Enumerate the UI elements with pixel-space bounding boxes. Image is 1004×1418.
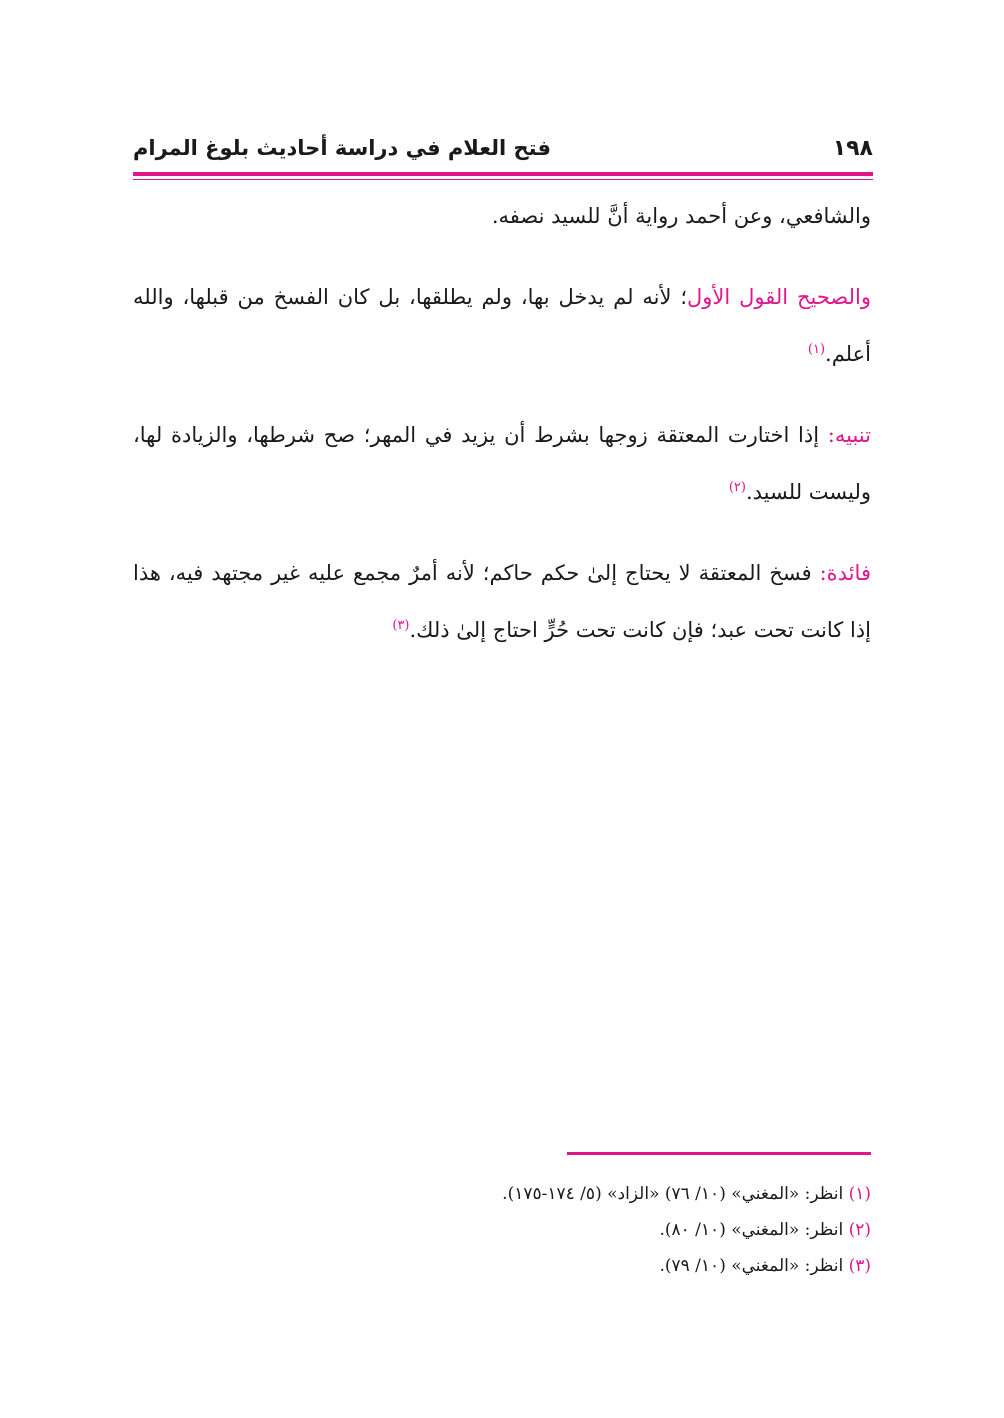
footnote-text: انظر: «المغني» (١٠/ ٧٦) «الزاد» (٥/ ١٧٤-١٧٥). — [502, 1184, 844, 1204]
paragraph-text: فسخ المعتقة لا يحتاج إلىٰ حكم حاكم؛ لأنه أمرٌ مجمع عليه غير مجتهد فيه، هذا إذا كانت تحت عبد؛ فإن كانت تحت حُرٍّ احتاج إلىٰ ذلك. — [133, 561, 871, 642]
footnote-marker[interactable]: (١) — [807, 342, 826, 357]
paragraph — [133, 269, 871, 383]
paragraph — [133, 407, 871, 521]
footnotes — [133, 1176, 871, 1284]
paragraph-highlight: تنبيه: — [827, 423, 871, 447]
footnote — [133, 1212, 871, 1248]
footnote-marker[interactable]: (٢) — [728, 480, 746, 495]
footnote-number: (٢) — [848, 1220, 871, 1240]
paragraph — [133, 545, 871, 659]
footnote-number: (٣) — [848, 1256, 871, 1276]
footnote-text: انظر: «المغني» (١٠/ ٧٩). — [659, 1256, 844, 1276]
footnote-separator — [567, 1152, 871, 1155]
footnote — [133, 1248, 871, 1284]
paragraph-text: ؛ لأنه لم يدخل بها، ولم يطلقها، بل كان الفسخ من قبلها، والله أعلم. — [133, 285, 871, 366]
footnote-marker[interactable]: (٣) — [392, 618, 410, 633]
paragraph — [133, 188, 871, 245]
paragraph-highlight: فائدة: — [819, 561, 871, 585]
paragraph-text: إذا اختارت المعتقة زوجها بشرط أن يزيد في المهر؛ صح شرطها، والزيادة لها، وليست للسيد. — [133, 423, 871, 504]
paragraph-text: والشافعي، وعن أحمد رواية أنَّ للسيد نصفه. — [491, 204, 871, 228]
header-rule-thin — [133, 179, 873, 180]
main-text — [133, 188, 871, 683]
footnote-text: انظر: «المغني» (١٠/ ٨٠). — [659, 1220, 844, 1240]
footnote — [133, 1176, 871, 1212]
book-title: فتح العلام في دراسة أحاديث بلوغ المرام — [133, 136, 551, 160]
footnote-number: (١) — [848, 1184, 871, 1204]
header-rule — [133, 172, 873, 176]
paragraph-highlight: والصحيح القول الأول — [687, 285, 872, 309]
page-number: ١٩٨ — [832, 135, 873, 161]
running-header — [133, 128, 873, 168]
